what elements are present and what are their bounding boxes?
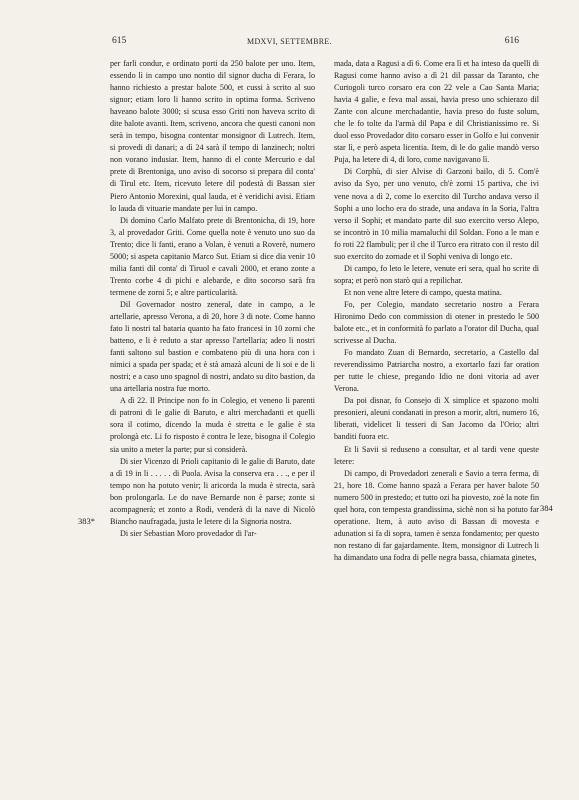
page-number-right: 616 bbox=[504, 36, 519, 46]
page-number-left: 615 bbox=[112, 36, 127, 46]
paragraph: Di sier Vicenzo di Prioli capitanio di le galie di Baruto, date a dì 19 in li . . . . . di Puola. Avisa la conserva era . . ., e per il tempo non ha potuto venir; li aricorda la muda è strecta, sarà bon prolongarla. Le do nave Bernarde non è parse; zonte si acompagnerà; et zonto a Rodi, venderà di la nave di Nicolò Biancho naufragada, justa le letere di la Signoria nostra. bbox=[110, 456, 315, 526]
paragraph: Da poi disnar, fo Consejo di X simplice et spazono molti presonieri, aleuni condanati in preson a morir, altri, numero 16, liberati, videlicet li tesseri di San Jacomo da l'Orio; altri banditi fuora etc. bbox=[334, 396, 539, 442]
paragraph: Et non vene altre letere di campo, questa matina. bbox=[344, 287, 502, 297]
left-column bbox=[110, 58, 315, 540]
page-header bbox=[0, 36, 579, 50]
margin-number-right: 384 bbox=[540, 503, 553, 513]
paragraph: Fo, per Colegio, mandato secretario nostro a Ferara Hironimo Dedo con commission di otener in prestedo le 500 balote etc., et in conformità fo parlato a l'orator dil Ducha, qual scrivesse al Ducha. bbox=[334, 299, 539, 346]
paragraph: Dil Governador nostro zeneral, date in campo, a le artellarie, apresso Verona, a dì 20, hore 3 di note. Come hanno fato li nostri tal bataria quanto ha fato francesi in 10 zorni che batteno, e li è reduto a star apresso l'artellaria; adeo li nostri fanti saltono sul bastion e combateno più di una hora con i nimici a spada per spada; et è stà amazà alcuni de li soi e de li nostri; e a caso uno spagnol di nostri, andato su dito bastion, da una artellaria nostra fue morto. bbox=[110, 299, 316, 394]
margin-number-left: 383* bbox=[78, 516, 95, 526]
paragraph: Di domino Carlo Malfato prete di Brentonicha, di 19, hore 3, al provedador Griti. Come quella note è venuto uno suo da Trento; dice li fanti, erano a Volan, è venuti a Roverè, numero 5000; si aspeta capitanio Marco Sut. Etiam si dice dia venir 10 milia fanti dil conta' di Tiruol e cavali 2000, et erano zonte a Trento corbe 4 di pichi e alebarde, e dito socorso sarà fra termene de zorni 5; e altre particularità. bbox=[110, 215, 315, 297]
paragraph: Et li Savii si reduseno a consultar, et al tardi vene queste letere: bbox=[334, 444, 539, 466]
paragraph: Di campo, fo leto le letere, venute eri sera, qual ho scrite di sopra; et però non starò qui a repilichar. bbox=[334, 263, 539, 285]
paragraph: Di sier Sebastian Moro provedador di l'ar- bbox=[120, 528, 257, 538]
paragraph: Fo mandato Zuan di Bernardo, secretario, a Castello dal reverendissimo Patriarcha nostro, a exortarlo fazi far oration per tutte le chiese, pregando Idio ne doni vitoria ad aver Verona. bbox=[334, 348, 539, 394]
paragraph: A dì 22. Il Principe non fo in Colegio, et veneno li parenti di patroni di le galie di Baruto, e altri merchadanti et quelli sora il cotimo, dicendo la muda è stretta e le galie è sta prolongà etc. Li fo risposto è contra le leze, bisogna il Colegio sia unito a meter la parte; pur si considerà. bbox=[110, 396, 315, 454]
paragraph: Di campo, di Provedadori zenerali e Savio a terra ferma, di 21, hore 18. Come hanno spazà a Ferara per haver balote 50 numero 500 in prestedo; et tutto ozi ha piovesto, zoè la note fin quel hora, con tempesta grandissima, sichè non si ha potuto far operatione. Item, à auto aviso di Bassan di movesta e adunation si fa di sopra, tamen è senza fondamento; per questo non restano di far gajardamente. Item, monsignor di Lutrech li ha dimandato una fodra di pelle negra bassa, chiamata ginetes, bbox=[334, 468, 539, 562]
paragraph: mada, data a Ragusi a dì 6. Come era lì et ha inteso da quelli di Ragusi come hanno aviso a dì 21 dil passar da Taranto, che Curtogoli turco corsaro era con 22 vele a Cao Santa Maria; havia 4 galie, e feva mal assai, havia preso uno schierazo dil Zante con alcune merchadantie, havia preso do fuste solum, che le fo tolte da l'armà dil Papa e dil Christianissimo re. Si duol esso Provedador dito corsaro esser in Golfo e lui convenir star lì, e però aspeta licentia. Item, di le do galie mandò verso Puja, ha letere di 4, di loro, come navigavano lì. bbox=[334, 59, 539, 165]
running-title: MDXVI, SETTEMBRE. bbox=[247, 37, 332, 46]
right-column bbox=[334, 58, 539, 564]
paragraph: Di Corphù, di sier Alvise di Garzoni bailo, di 5. Com'è aviso da Syo, per uno venuto, ch'è zorni 15 partiva, che ivi vene nova a dì 2, come lo exercito dil Turcho andava verso il Sophi a uno locho era do strade, una andava in la Soria, l'altra verso il Sophi; et mandato parte dil suo exercito verso Alepo, se incontrò in 10 milia mamaluchi dil Soldan. Fono a le man e fo roti 22 flambuli; per il che il Turco era ritrato con il resto dil suo exercito do zornade et il Sophi veniva di longo etc. bbox=[334, 167, 539, 261]
paragraph: per farli condur, e ordinato porti da 250 balote per uno. Item, essendo lì in campo uno nontio dil signor ducha di Ferara, lo hanno richiesto a prestar balote 500, et cussi à scrito al suo signor; etiam loro li hanno scrito in optima forma. Scriveno haveano balote 3000; si scusa esso Griti non haveva scrito di dite balote avanti. Item, scriveno, ancora che questi canoni non serà in tempo, bisogna contentar monsignor di Lutrech. Item, si provedi di danari; a dì 24 sarà il tempo di lanzinech; noltri non vorano indusiar. Item, hanno di el conte Mercurio e dal prete di Brentoniga, uno aviso di socorso si prepara dil conta' di Tirul etc. Item, ricevuto letere dil podestà di Bassan sier Piero Antonio Morexini, qual lauda, et è veridichi avisi. Etiam lo lauda di vituarie mandate per lui in campo. bbox=[110, 59, 315, 213]
